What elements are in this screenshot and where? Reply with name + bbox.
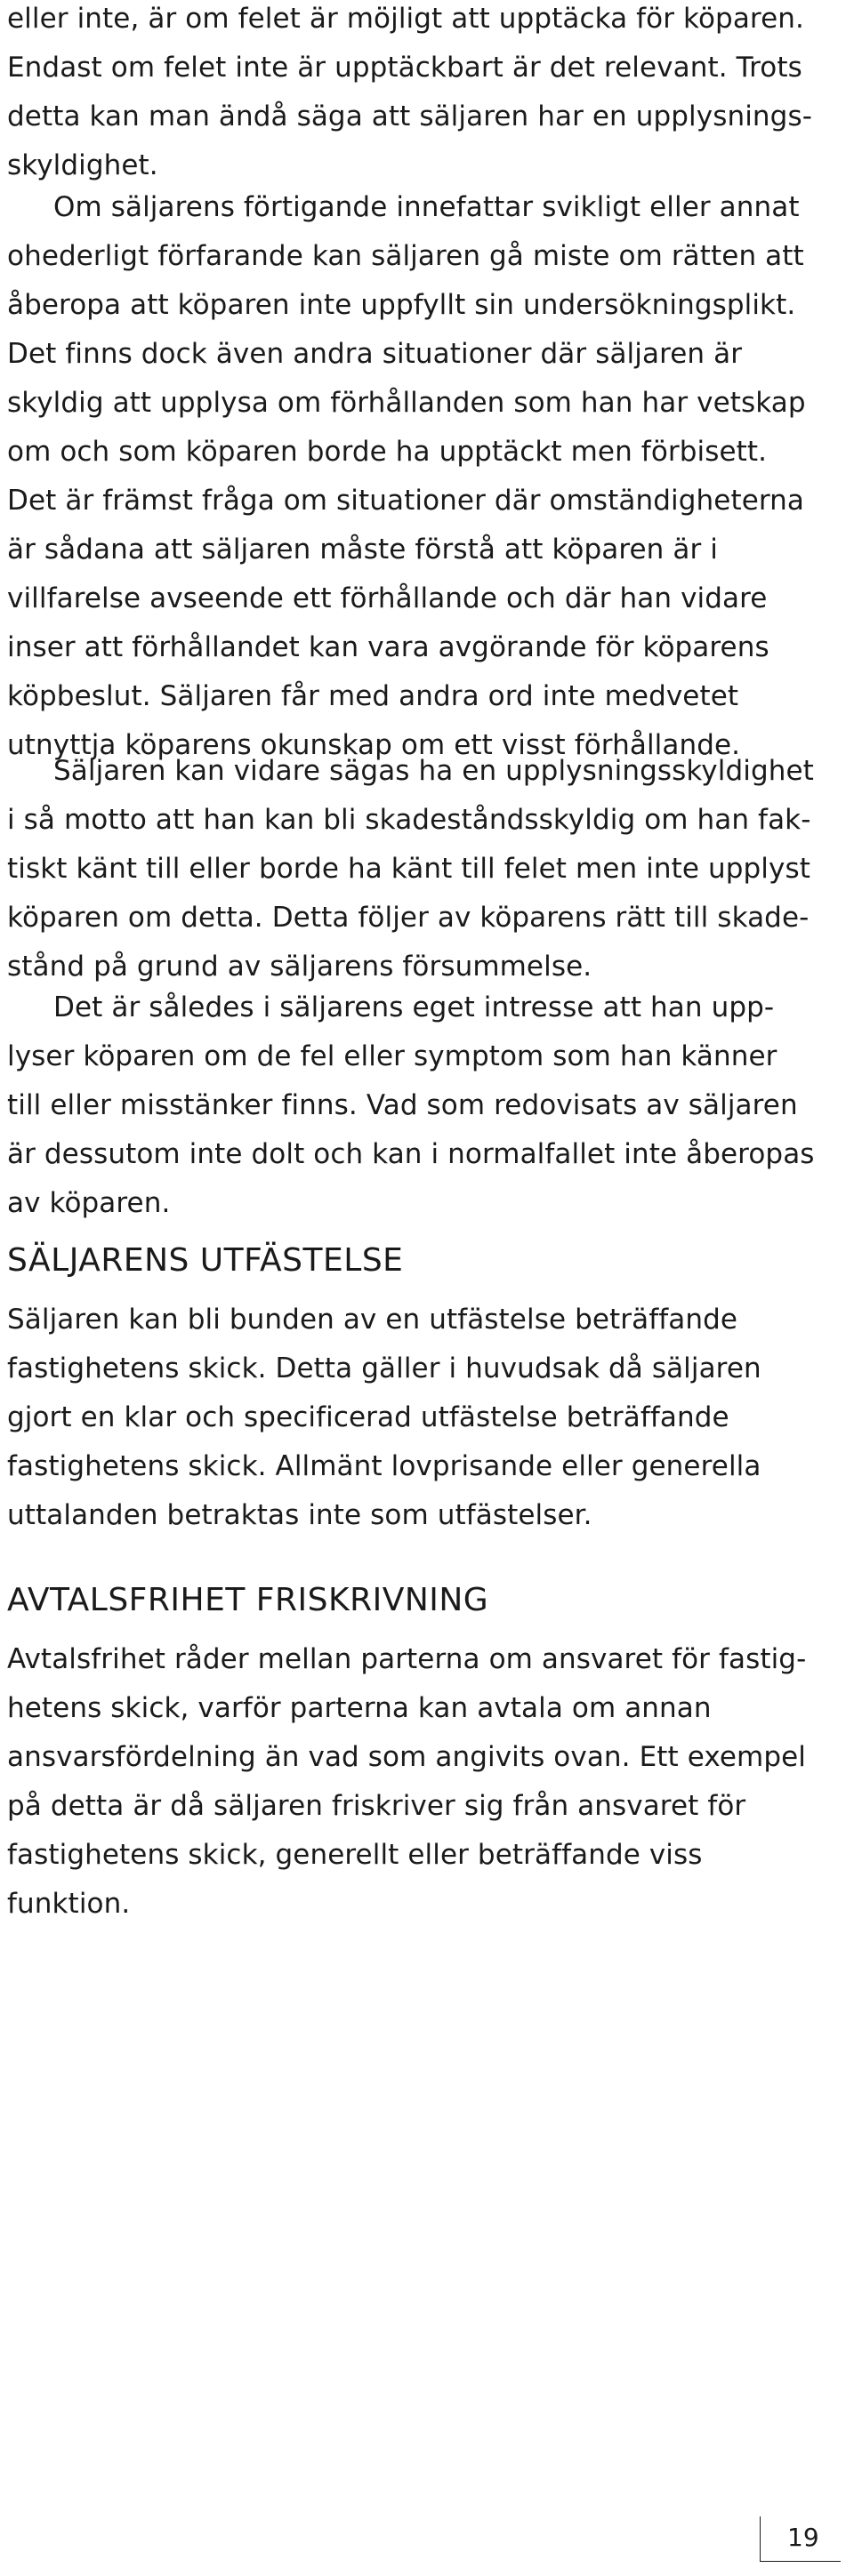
paragraph-utfastelse: Säljaren kan bli bunden av en utfästelse beträffande fastighetens skick. Detta gäller i huvudsak då säljaren gjort en klar och specificerad utfästelse beträffande fastighetens skick. Allmänt lovprisande eller generella uttalanden betraktas inte som utfästelser. [7, 1304, 761, 1531]
paragraph-upplysningsskyldighet: Säljaren kan vidare sägas ha en upplysningsskyldighet i så motto att han kan bli skadeståndsskyldig om han faktiskt känt till eller borde ha känt till felet men inte upplyst köparen om detta. Detta följer av köparens rätt till skadestånd på grund av säljarens försummelse. [7, 755, 814, 983]
paragraph-avtalsfrihet: Avtalsfrihet råder mellan parterna om ansvaret för fastighetens skick, varför parterna kan avtala om annan ansvarsfördelning än vad som angivits ovan. Ett exempel på detta är då säljaren friskriver sig från ansvaret för fastighetens skick, generellt eller beträffande viss funktion. [7, 1643, 807, 1920]
paragraph-fortigande: Om säljarens förtigande innefattar svikligt eller annat ohederligt förfarande kan säljaren gå miste om rätten att åberopa att köparen inte uppfyllt sin undersökningsplikt. Det finns dock även andra situationer där säljaren är skyldig att upplysa om förhållanden som han har vetskap om och som köparen borde ha upptäckt men förbisett. Det är främst fråga om situationer där omständigheterna är sådana att säljaren måste förstå att köparen är i villfarelse avseende ett förhållande och där han vidare inser att förhållandet kan vara avgörande för köparens köpbeslut. Säljaren får med andra ord inte medvetet utnyttja köparens okunskap om ett visst förhållande. [7, 191, 806, 761]
section-heading-utfastelse: SÄLJARENS UTFÄSTELSE [7, 1242, 404, 1279]
paragraph-eget-intresse: Det är således i säljarens eget intresse att han upplyser köparen om de fel eller symptom som han känner till eller misstänker finns. Vad som redovisats av säljaren är dessutom inte dolt och kan i normalfallet inte åberopas av köparen. [7, 991, 815, 1219]
section-heading-avtalsfrihet: AVTALSFRIHET FRISKRIVNING [7, 1582, 489, 1618]
page-number-frame [760, 2516, 841, 2562]
paragraph-intro: eller inte, är om felet är möjligt att upptäcka för köparen. Endast om felet inte är upptäckbart är det relevant. Trots detta kan man ändå säga att säljaren har en upplysningsskyldighet. [7, 3, 812, 181]
page-number: 19 [787, 2523, 819, 2552]
